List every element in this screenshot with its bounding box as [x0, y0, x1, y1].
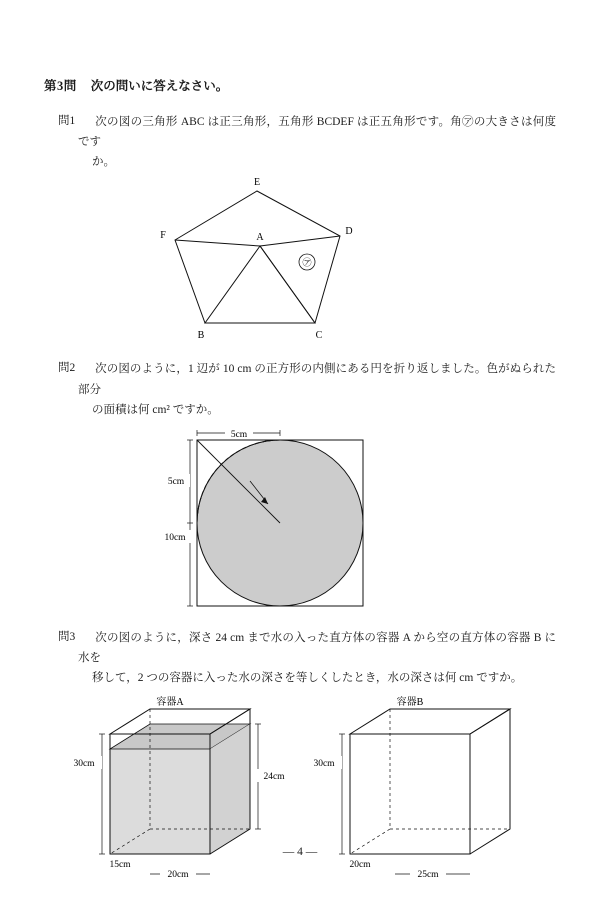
- vertex-label-a: A: [256, 232, 264, 244]
- container-a-water-front: [110, 749, 210, 854]
- section-heading: [44, 76, 556, 94]
- container-a-height-label: 30cm: [73, 759, 95, 770]
- container-b-right-face: [470, 709, 510, 854]
- angle-marker-label: ㋐: [302, 257, 312, 268]
- figure-question-1: [44, 178, 556, 343]
- container-b-width-label: 25cm: [417, 870, 439, 881]
- vertex-label-d: D: [345, 226, 353, 238]
- container-b-caption: 容器B: [396, 697, 424, 709]
- page-number: — 4 —: [282, 846, 318, 858]
- figure-question-2: [44, 426, 556, 616]
- question-3: [44, 628, 556, 688]
- question-2: [44, 359, 556, 419]
- pentagon-triangle-diagram: [135, 178, 465, 343]
- dim-top-label: 5cm: [230, 429, 248, 440]
- figure-question-3: [44, 694, 556, 909]
- vertex-label-e: E: [253, 178, 261, 189]
- container-a-caption: 容器A: [156, 697, 184, 709]
- question-2-line2: の面積は何 cm² ですか。: [92, 403, 219, 416]
- section-number: 第3問: [44, 79, 77, 93]
- question-2-line1: 次の図のように，1 辺が 10 cm の正方形の内側にある円を折り返しました。色がぬられた部分: [78, 363, 556, 396]
- question-2-label: 問2: [58, 362, 76, 375]
- question-3-line2: 移して，2 つの容器に入った水の深さを等しくしたとき，水の深さは何 cm ですか。: [92, 672, 523, 684]
- pentagon-bcdef: [175, 191, 340, 323]
- vertex-label-b: B: [197, 330, 205, 342]
- container-a-water-label: 24cm: [263, 772, 285, 783]
- question-1-line2: か。: [92, 156, 115, 169]
- question-3-label: 問3: [58, 630, 76, 643]
- container-b-top-face: [350, 709, 510, 734]
- containers-diagram: [50, 694, 550, 909]
- segment-fa: [175, 240, 260, 246]
- container-b-front-face: [350, 734, 470, 854]
- question-1-label: 問1: [58, 115, 76, 127]
- dim-left-label: 5cm: [167, 476, 185, 487]
- question-1-text: [78, 112, 556, 172]
- container-a-width-label: 20cm: [167, 870, 189, 881]
- folded-circle-diagram: [155, 426, 445, 616]
- vertex-label-c: C: [315, 330, 323, 342]
- dim-left2-label: 10cm: [164, 532, 186, 543]
- question-1: [44, 112, 556, 172]
- vertex-label-f: F: [160, 230, 166, 242]
- question-2-text: [78, 359, 556, 419]
- question-3-line1: 次の図のように，深さ 24 cm まで水の入った直方体の容器 A から空の直方体の容器 B に水を: [78, 631, 556, 664]
- triangle-abc: [205, 246, 315, 323]
- container-b-height-label: 30cm: [313, 759, 335, 770]
- container-b-depth-label: 20cm: [349, 860, 371, 871]
- segment-ad: [260, 236, 340, 246]
- question-3-text: [78, 628, 556, 688]
- question-1-line1: 次の図の三角形 ABC は正三角形，五角形 BCDEF は正五角形です。角㋐の大きさは何度です: [78, 116, 556, 149]
- section-instruction: 次の問いに答えなさい。: [90, 79, 229, 93]
- container-a-depth-label: 15cm: [109, 860, 131, 871]
